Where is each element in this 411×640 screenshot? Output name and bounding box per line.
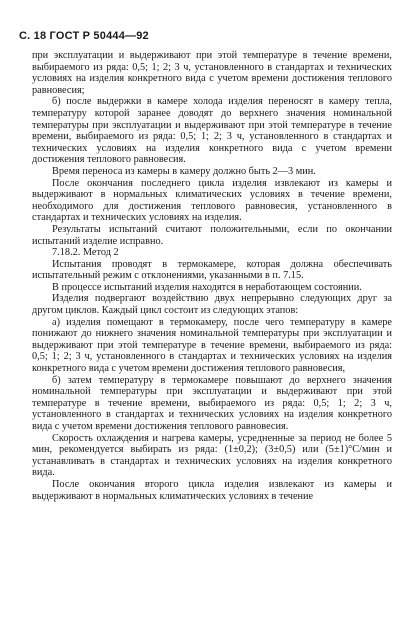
body-text: [32, 50, 392, 502]
page-header: С. 18 ГОСТ Р 50444—92: [19, 30, 149, 42]
paragraph-rate: Скорость охлаждения и нагрева камеры, усредненные за период не более 5 мин, рекомендуется выбирать из ряда: (1±0,2); (3±0,5) или (5±1)°С/мин и устанавливать в стандартах и технических условиях на изделия конкретного вида.: [32, 432, 392, 479]
paragraph-after-last-cycle: После окончания последнего цикла изделия извлекают из камеры и выдерживают в нормальных климатических условиях в течение времени, необходимого для достижения теплового равновесия, установленного в стандартах и технических условиях на изделия.: [32, 177, 392, 224]
paragraph-continuation: при эксплуатации и выдерживают при этой температуре в течение времени, выбираемого из ряда: 0,5; 1; 2; 3 ч, установленного в стандартах и технических условиях на изделия конкретного вида с учетом времени достижения теплового равновесия;: [32, 50, 392, 96]
paragraph-thermochamber: Испытания проводят в термокамере, которая должна обеспечивать испытательный режим с отклонениями, указанными в п. 7.15.: [32, 258, 392, 282]
paragraph-step-b: б) после выдержки в камере холода изделия переносят в камеру тепла, температуру которой заранее доводят до верхнего значения номинальной температуры при эксплуатации и выдерживают при этой температуре в течение времени, выбираемого из ряда: 0,5; 1; 2; 3 ч, установленного в стандартах и технических условиях на изделия конкретного вида с учетом времени достижения теплового равновесия.: [32, 96, 392, 166]
paragraph-two-cycles: Изделия подвергают воздействию двух непрерывно следующих друг за другом циклов. Каждый цикл состоит из следующих этапов:: [32, 293, 392, 317]
paragraph-step-a: а) изделия помещают в термокамеру, после чего температуру в камере понижают до нижнего значения номинальной температуры при эксплуатации и выдерживают при этой температуре в течение времени, выбираемого из ряда: 0,5; 1; 2; 3 ч, установленного в стандартах и технических условиях на изделия конкретного вида с учетом времени достижения теплового равновесия,: [32, 316, 392, 375]
section-heading-method-2: 7.18.2. Метод 2: [52, 247, 119, 259]
paragraph-transfer-time: Время переноса из камеры в камеру должно быть 2—3 мин.: [52, 165, 316, 177]
paragraph-step-b2: б) затем температуру в термокамере повышают до верхнего значения номинальной температуры при эксплуатации и выдерживают при этой температуре в течение времени, выбираемого из ряда: 0,5; 1; 2; 3 ч, установленного в стандартах и технических условиях на изделия конкретного вида с учетом времени достижения теплового равновесия.: [32, 374, 392, 432]
paragraph-non-operating: В процессе испытаний изделия находятся в неработающем состоянии.: [52, 281, 362, 293]
paragraph-results: Результаты испытаний считают положительными, если по окончании испытаний изделие исправно.: [32, 223, 392, 247]
paragraph-after-second-cycle: После окончания второго цикла изделия извлекают из камеры и выдерживают в нормальных климатических условиях в течение: [32, 478, 392, 502]
